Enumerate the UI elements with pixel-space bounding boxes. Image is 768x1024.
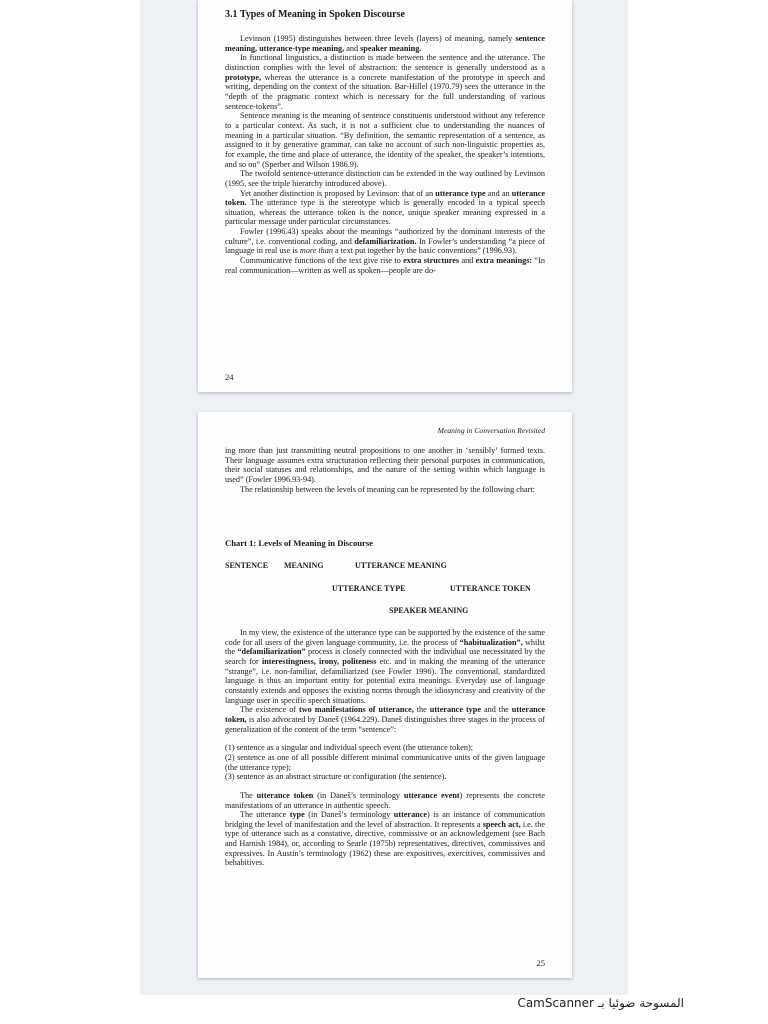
- page-number: 25: [536, 958, 545, 968]
- paragraph: The utterance token (in Daneš’s terminology utterance event) represents the concrete manifestations of an utterance in authentic speech.: [225, 790, 545, 810]
- list-item: (2) sentence as one of all possible different minimal communicative units of the given language (the utterance type);: [225, 752, 545, 772]
- paragraph: Levinson (1995) distinguishes between three levels (layers) of meaning, namely sentence meaning, utterance-type meaning, and speaker meaning.: [225, 34, 545, 53]
- page-number: 24: [225, 372, 234, 382]
- list-item: (1) sentence as a singular and individual speech event (the utterance token);: [225, 743, 474, 753]
- camscanner-watermark: [517, 996, 684, 1010]
- scanner-arabic-text: المسوحة ضوئيا بـ: [597, 996, 684, 1010]
- paragraph: The existence of two manifestations of utterance, the utterance type and the utterance token, is also advocated by Daneš (1964.229). Daneš distinguishes three stages in the process of generalization of the content of the term “sentence”:: [225, 705, 545, 734]
- scanner-brand: CamScanner: [517, 996, 594, 1010]
- chart-label-utterance-type: UTTERANCE TYPE: [332, 584, 406, 593]
- paragraph: Yet another distinction is proposed by Levinson: that of an utterance type and an utterance token. The utterance type is the stereotype which is generally encoded in a typical speech situation, whereas the utterance token is the nonce, unique speaker meaning expressed in a particular message under particular circumstances.: [225, 188, 545, 227]
- chart-title: Chart 1: Levels of Meaning in Discourse: [225, 538, 373, 548]
- paragraph: In functional linguistics, a distinction is made between the sentence and the utterance. The distinction complies with the level of abstraction: the sentence is generally understood as a prototype, whereas the utterance is a concrete manifestation of the prototype in speech and writing, depending on the context of the situation. Bar-Hillel (1970.79) sees the utterance in the “depth of the pragmatic context which is necessary for the full understanding of various sentence-tokens”.: [225, 53, 545, 111]
- list-item: (3) sentence as an abstract structure or configuration (the sentence).: [225, 772, 447, 782]
- chart-label-utterance-meaning: UTTERANCE MEANING: [355, 561, 447, 570]
- paragraph: The twofold sentence-utterance distinction can be extended in the way outlined by Levinson (1995, see the triple hierarchy introduced above).: [225, 169, 545, 188]
- section-title: 3.1 Types of Meaning in Spoken Discourse: [225, 9, 405, 20]
- running-head: Meaning in Conversation Revisited: [437, 426, 545, 435]
- chart-label-utterance-token: UTTERANCE TOKEN: [450, 584, 531, 593]
- generalization-list: [225, 743, 545, 782]
- page-25-intro: [225, 446, 545, 494]
- chart-label-meaning: MEANING: [284, 561, 324, 570]
- paragraph: The utterance type (in Daneš’s terminology utterance) is an instance of communication bridging the level of manifestation and the level of abstraction. It represents a speech act, i.e. the type of utterance such as a constative, directive, commissive or an acknowledgement (see Bach and Harnish 1984), or, according to Searle (1975b) representatives, directives, commissives and expressives. In Austin’s terminology (1962) these are expositives, exercitives, commissives and behabitives.: [225, 810, 546, 868]
- page-24-body: [225, 34, 545, 275]
- paragraph: Communicative functions of the text give rise to extra structures and extra meanings: “In real communication—written as well as spoken—people are do-: [225, 256, 545, 275]
- paragraph: The relationship between the levels of meaning can be represented by the following chart:: [240, 484, 535, 494]
- document-page-25: [198, 412, 572, 978]
- chart-label-sentence: SENTENCE: [225, 561, 269, 570]
- chart-label-speaker-meaning: SPEAKER MEANING: [389, 606, 469, 615]
- paragraph: ing more than just transmitting neutral propositions to one another in ‘sensibly’ formed texts. Their language assumes extra structuration reflecting their personal purposes in communication, their social statuses and relationships, and the nature of the setting within which language is used” (Fowler 1996.93-94).: [225, 446, 545, 484]
- page-25-body: [225, 628, 545, 868]
- paragraph: Sentence meaning is the meaning of sentence constituents understood without any reference to a particular context. As such, it is not a sufficient clue to understanding the nuances of meaning in a particular situation. “By definition, the semantic representation of a sentence, as assigned to it by generative grammar, can take no account of such non-linguistic properties as, for example, the time and place of utterance, the identity of the speaker, the speaker’s intentions, and so on” (Sperber and Wilson 1986.9).: [225, 111, 545, 169]
- document-page-24: [198, 0, 572, 392]
- paragraph: Fowler (1996.43) speaks about the meanings “authorized by the dominant interests of the culture”, i.e. conventional coding, and defamiliarization. In Fowler’s understanding “a piece of language in real use is more than a text put together by the basic conventions” (1996.93).: [225, 227, 545, 256]
- paragraph: In my view, the existence of the utterance type can be supported by the existence of the same code for all users of the given language community, i.e. the process of “habitualization”, whilst the “defamiliarization” process is closely connected with the individual use necessitated by the search for interestingness, irony, politeness etc. and in making the meaning of the utterance “strange”, i.e. non-familiar, defamiliarized (see Fowler 1996). The conventional, standardized language is thus an important entity for potential extra meanings. Everyday use of language constantly extends and opposes the existing norms through the idiosyncrasy and creativity of the language user in specific speech situations.: [225, 628, 545, 705]
